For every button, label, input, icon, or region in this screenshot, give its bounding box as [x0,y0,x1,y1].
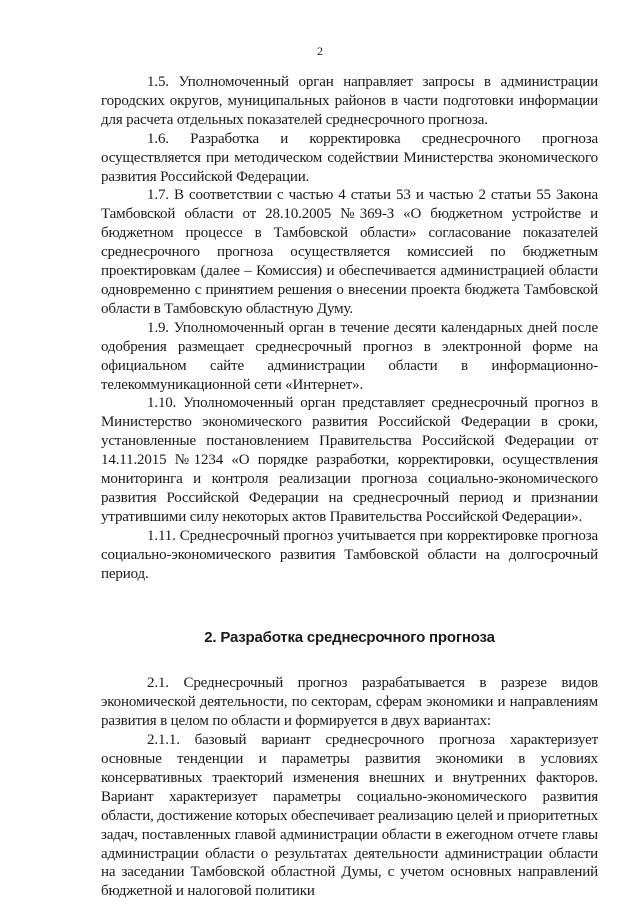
document-body [101,73,598,901]
paragraph-1-10: 1.10. Уполномоченный орган представляет среднесрочный прогноз в Министерство экономического развития Российской Федерации в сроки, установленные постановлением Правительства Российской Федерации от 14.11.2015 №1234 «О порядке разработки, корректировки, осуществления мониторинга и контроля реализации прогноза социально-экономического развития Российской Федерации на среднесрочный период и признании утратившими силу некоторых актов Правительства Российской Федерации». [101,395,598,525]
paragraph-1-5: 1.5. Уполномоченный орган направляет запросы в администрации городских округов, муниципальных районов в части подготовки информации для расчета отдельных показателей среднесрочного прогноза. [101,74,598,128]
paragraph-1-6: 1.6. Разработка и корректировка среднесрочного прогноза осуществляется при методическом содействии Министерства экономического развития Российской Федерации. [101,130,598,185]
section-spacer [101,583,598,629]
paragraph-2-1-1: 2.1.1. базовый вариант среднесрочного прогноза характеризует основные тенденции и параметры развития экономики в условиях консервативных траекторий изменения внешних и внутренних факторов. Вариант характеризует параметры социально-экономического развития области, достижение которых обеспечивает реализацию целей и приоритетных задач, поставленных главой администрации области в ежегодном отчете главы администрации области о результатах деятельности администрации области на заседании Тамбовской областной Думы, с учетом основных направлений бюджетной и налоговой политики [101,732,598,900]
page-number: 2 [317,44,323,58]
section-heading: 2. Разработка среднесрочного прогноза [204,629,495,647]
paragraph-2-1: 2.1. Среднесрочный прогноз разрабатывается в разрезе видов экономической деятельности, по секторам, сферам экономики и направлениям развития в целом по области и формируется в двух вариантах: [101,675,598,730]
heading-spacer [101,648,598,674]
paragraph-1-11: 1.11. Среднесрочный прогноз учитывается при корректировке прогноза социально-экономического развития Тамбовской области на долгосрочный период. [101,527,598,582]
paragraph-1-7: 1.7. В соответствии с частью 4 статьи 53 и частью 2 статьи 55 Закона Тамбовской области от 28.10.2005 №369-З «О бюджетном устройстве и бюджетном процессе в Тамбовской области» согласование показателей среднесрочного прогноза осуществляется комиссией по бюджетным проектировкам (далее – Комиссия) и обеспечивается администрацией области одновременно с принятием решения о внесении проекта бюджета Тамбовской области в Тамбовскую областную Думу. [101,187,598,317]
paragraph-1-9: 1.9. Уполномоченный орган в течение десяти календарных дней после одобрения размещает среднесрочный прогноз в электронной форме на официальном сайте администрации области в информационно-телекоммуникационной сети «Интернет». [101,319,598,393]
